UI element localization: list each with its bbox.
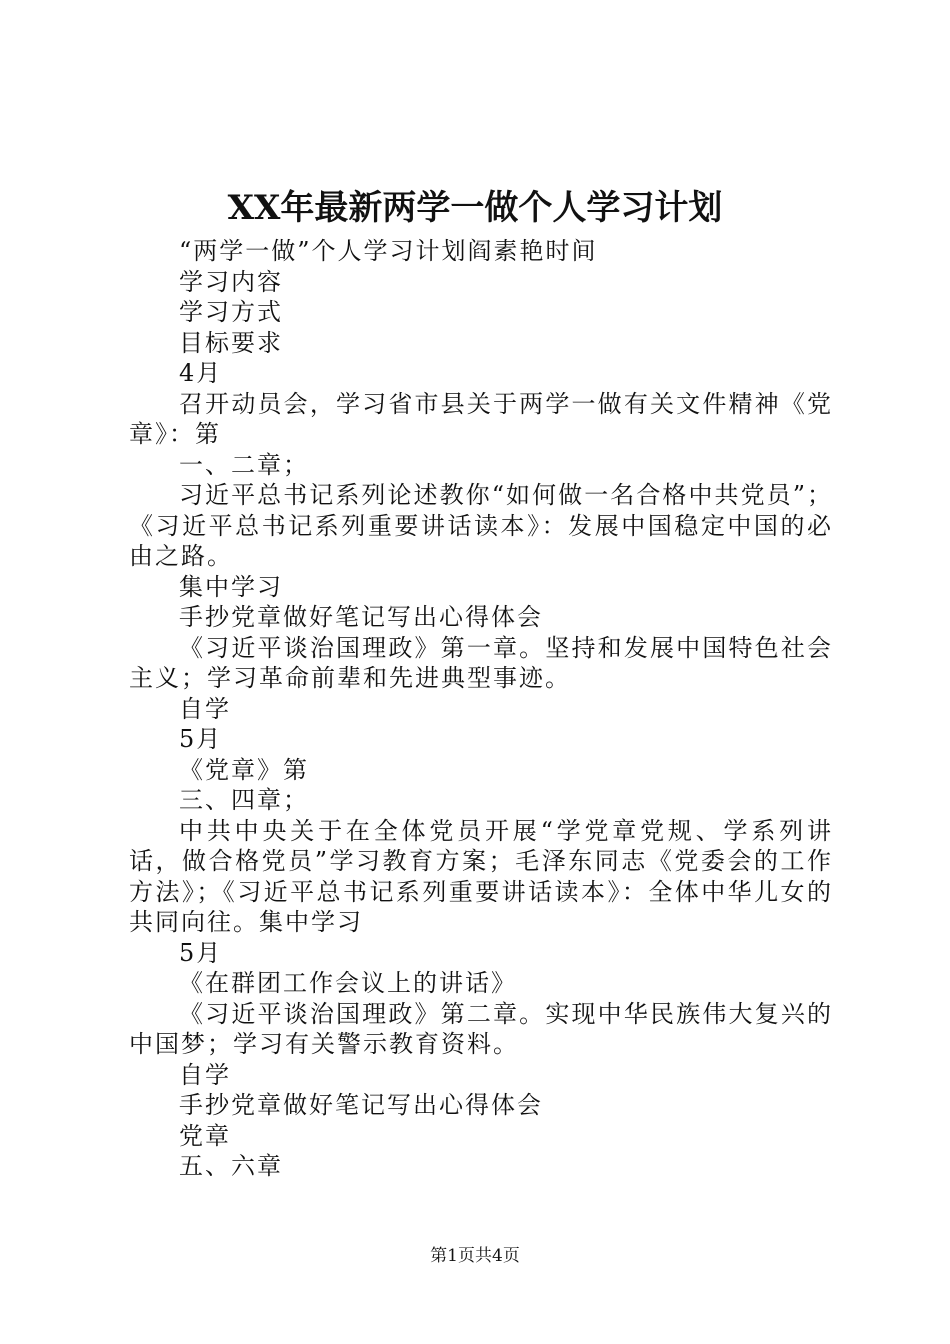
paragraph: 《在群团工作会议上的讲话》	[179, 969, 517, 997]
paragraph: 自学	[179, 1060, 231, 1089]
paragraph: 4月	[179, 359, 223, 387]
paragraph: 《党章》第	[179, 755, 309, 784]
paragraph: 自学	[179, 694, 231, 723]
paragraph: 学习内容	[179, 267, 283, 296]
paragraph: 目标要求	[179, 328, 283, 357]
paragraph: 三、四章；	[179, 786, 309, 814]
paragraph: 集中学习	[179, 572, 283, 601]
paragraph: 党章	[179, 1121, 231, 1150]
paragraph: 《习近平谈治国理政》第一章。坚持和发展中国特色社会主义；学习革命前辈和先进典型事迹。	[129, 633, 833, 692]
paragraph: 五、六章	[179, 1152, 283, 1180]
paragraph: 学习方式	[179, 298, 283, 326]
paragraph: 中共中央关于在全体党员开展“学党章党规、学系列讲话，做合格党员”学习教育方案；毛泽东同志《党委会的工作方法》；《习近平总书记系列重要讲话读本》：全体中华儿女的共同向往。集中学习	[129, 816, 833, 936]
paragraph: 一、二章；	[179, 450, 309, 479]
paragraph: 手抄党章做好笔记写出心得体会	[179, 1091, 543, 1119]
document-title: XX年最新两学一做个人学习计划	[227, 188, 723, 228]
page-number-current: 第1页	[430, 1246, 475, 1266]
paragraph: 召开动员会，学习省市县关于两学一做有关文件精神《党章》：第	[129, 389, 833, 448]
page-footer	[0, 1244, 950, 1268]
paragraph: 《习近平谈治国理政》第二章。实现中华民族伟大复兴的中国梦；学习有关警示教育资料。	[129, 999, 833, 1058]
paragraph: 习近平总书记系列论述教你“如何做一名合格中共党员”；《习近平总书记系列重要讲话读本》：发展中国稳定中国的必由之路。	[129, 481, 833, 570]
paragraph: 5月	[179, 938, 223, 967]
paragraph: 手抄党章做好笔记写出心得体会	[179, 603, 543, 631]
document-body	[129, 236, 833, 1182]
page-number-total: 共4页	[475, 1246, 520, 1266]
paragraph: 5月	[179, 725, 223, 753]
paragraph: “两学一做”个人学习计划阎素艳时间	[179, 237, 598, 265]
